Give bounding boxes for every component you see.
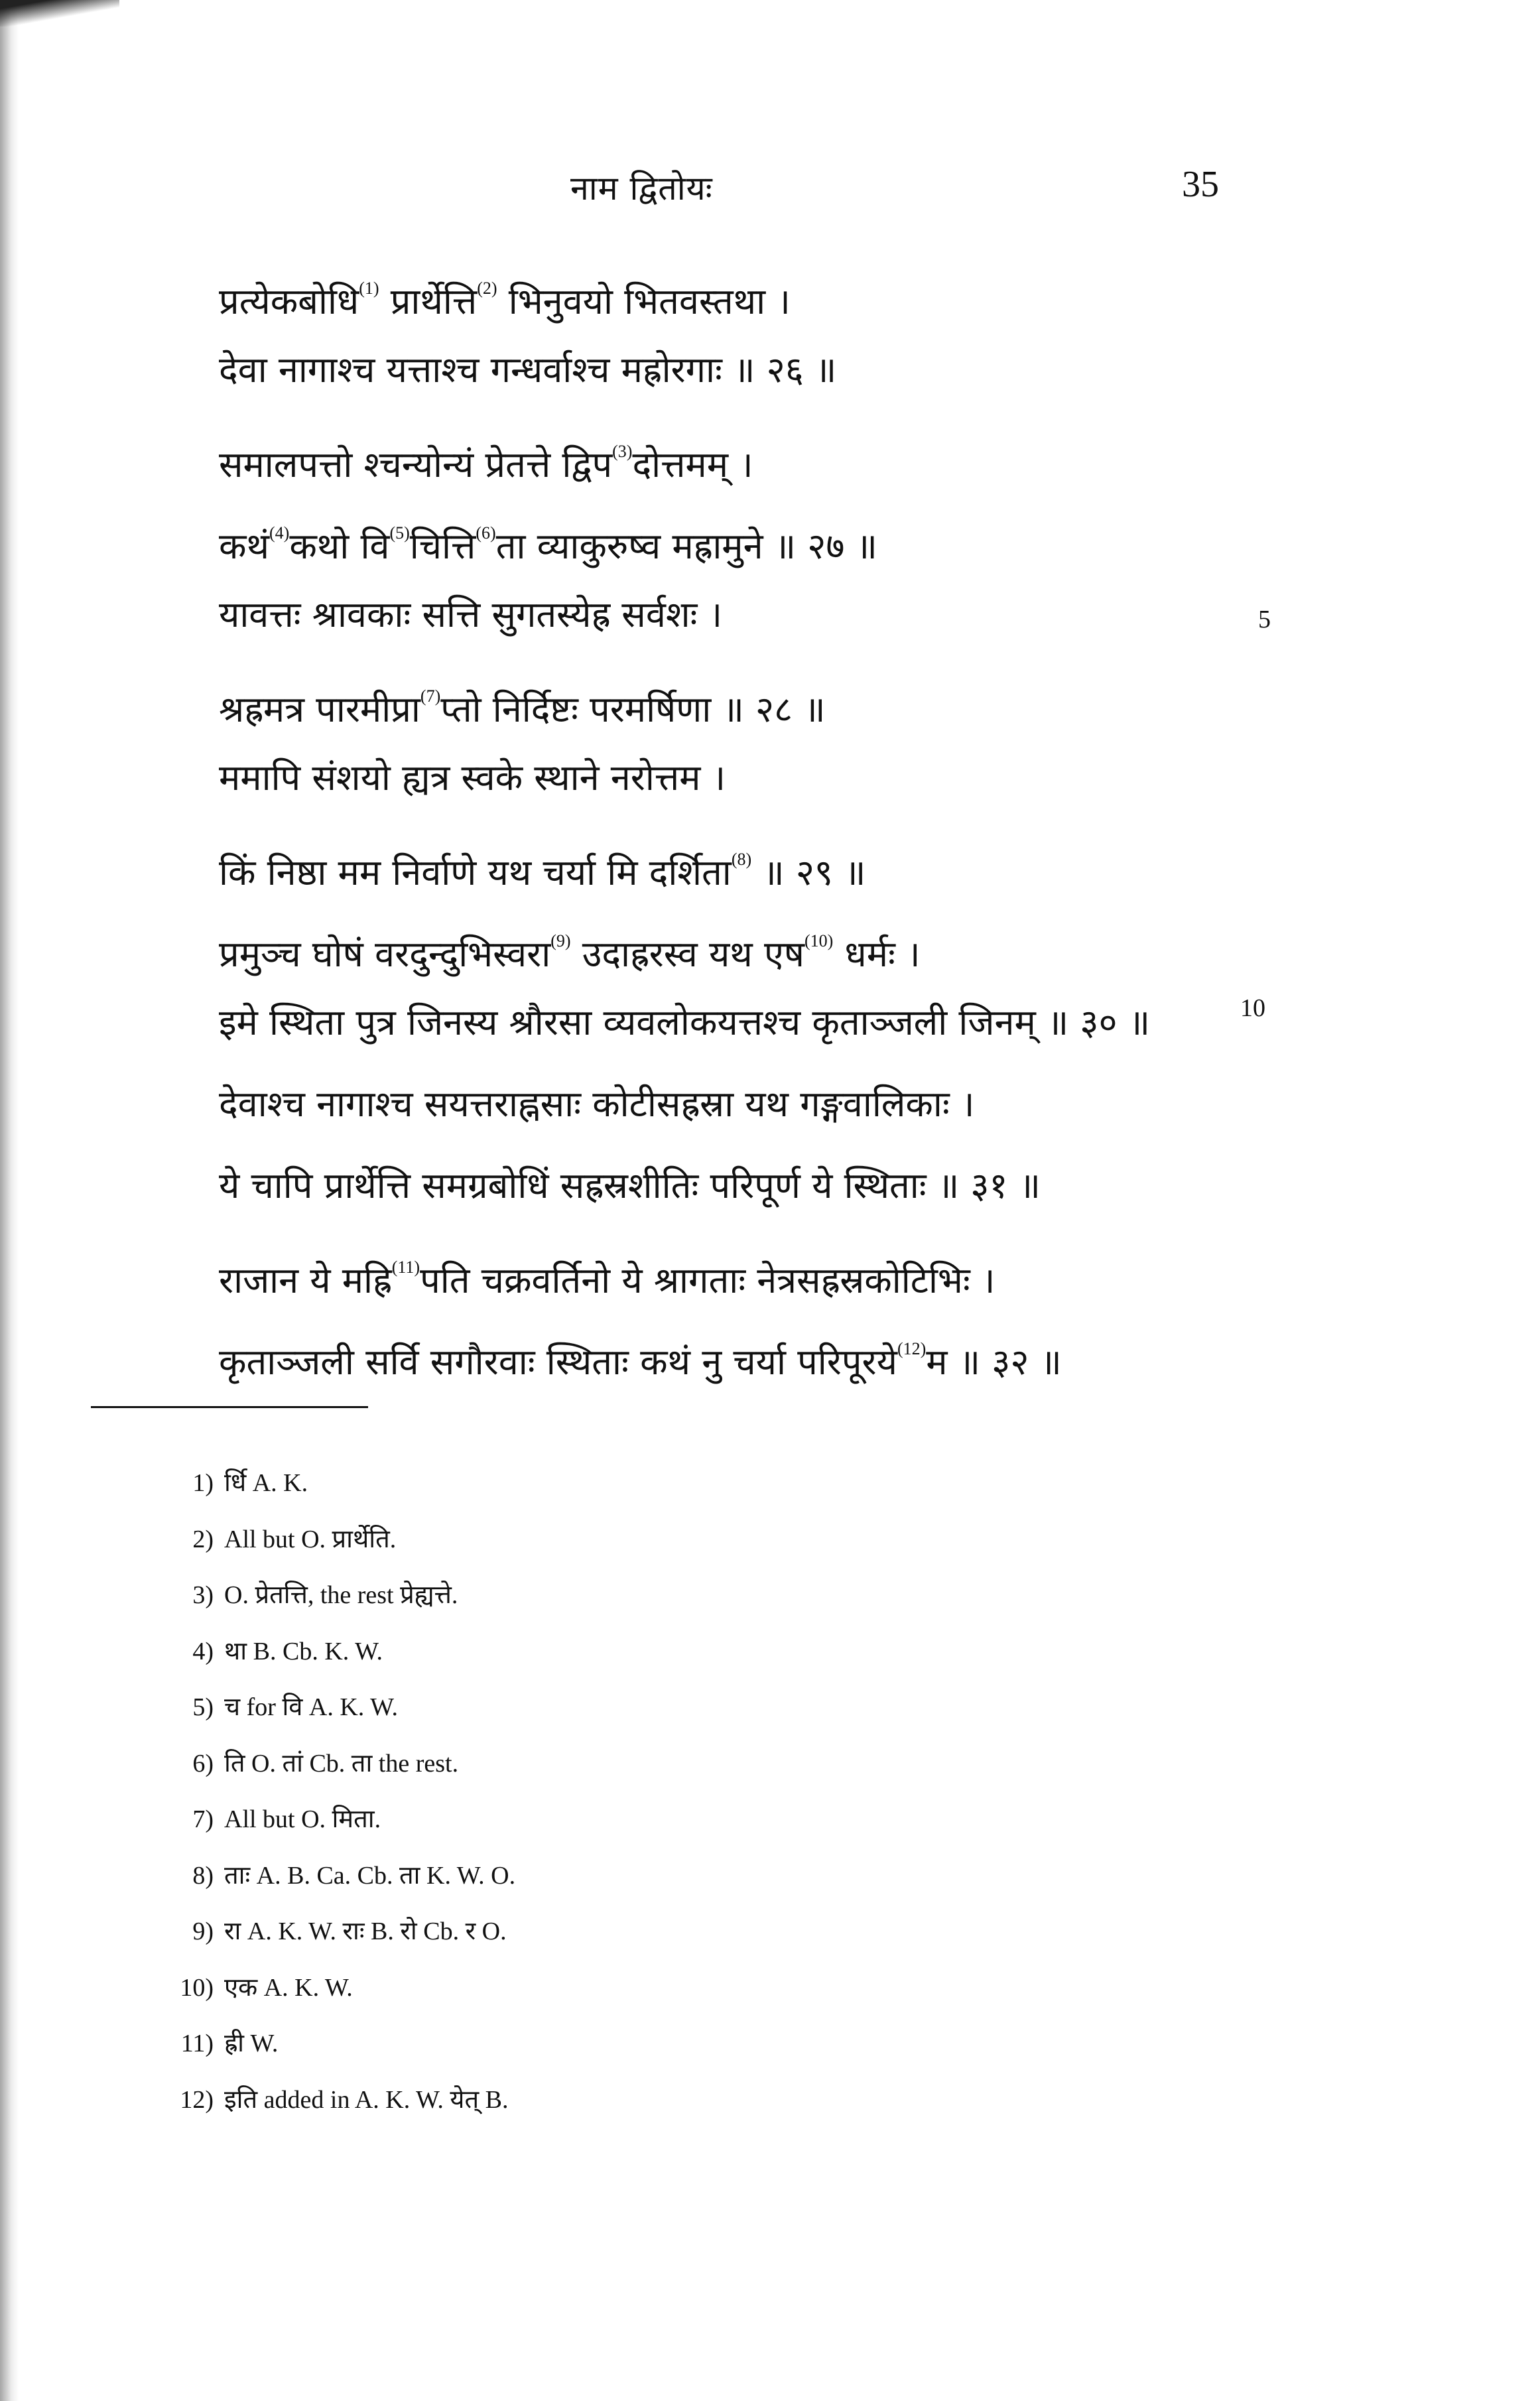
line-number-10: 10	[1240, 994, 1265, 1022]
running-head: नाम द्वितोयः	[570, 169, 713, 208]
footnote: 2) All but O. प्रार्थेति.	[192, 1525, 397, 1553]
footnote: 9) रा A. K. W. राः B. रो Cb. र O.	[192, 1917, 507, 1945]
footnote: 10) एक A. K. W.	[180, 1973, 353, 2002]
verse-block	[219, 262, 1313, 1404]
scan-edge-shadow	[0, 0, 19, 2401]
verse-line: ममापि संशयो ह्यत्र स्वके स्थाने नरोत्तम ।	[219, 757, 726, 799]
footnote: 5) च for वि A. K. W.	[192, 1693, 398, 1721]
footnotes-list	[180, 1462, 1175, 2135]
footnote-marker: (1)	[359, 279, 379, 298]
footnote-separator-rule	[91, 1406, 368, 1408]
verse-line: यावत्तः श्रावकाः सत्ति सुगतस्येह्र सर्वशः ।	[219, 594, 723, 635]
verse-line: देवा नागाश्च यत्ताश्च गन्धर्वाश्च मह्रोरगाः ॥ २६ ॥	[219, 349, 837, 391]
page-number: 35	[1182, 164, 1219, 205]
footnote-marker: (12)	[897, 1339, 927, 1358]
verse-line: समालपत्तो श्चन्योन्यं प्रेतत्ते द्विप$^{(3)}$दोत्तमम् ।	[219, 442, 753, 486]
line-number-5: 5	[1258, 606, 1271, 633]
verse-line: देवाश्च नागाश्च सयत्तराह्नसाः कोटीसह्रस्रा यथ गङ्गवालिकाः ।	[219, 1083, 975, 1125]
footnote: 8) ताः A. B. Ca. Cb. ता K. W. O.	[192, 1861, 516, 1890]
footnote-marker: (8)	[731, 850, 752, 869]
footnote: 12) इति added in A. K. W. येत् B.	[180, 2085, 509, 2114]
verse-line: कृताञ्जली सर्वि सगौरवाः स्थिताः कथं नु चर्या परिपूरये$^{(12)}$म ॥ ३२ ॥	[219, 1339, 1062, 1383]
footnote: 7) All but O. मिता.	[192, 1805, 381, 1833]
footnote-marker: (2)	[477, 279, 497, 298]
footnote-marker: (11)	[391, 1258, 420, 1277]
footnote: 6) ति O. तां Cb. ता the rest.	[192, 1749, 459, 1778]
verse-line: प्रत्येकबोधि$^{(1)}$ प्रार्थेत्ति$^{(2)}$ भिनुवयो भितवस्तथा ।	[219, 279, 791, 322]
footnote-marker: (9)	[550, 931, 571, 950]
footnote-marker: (7)	[420, 686, 441, 706]
footnote: 3) O. प्रेतत्ति, the rest प्रेह्यत्ते.	[192, 1581, 458, 1609]
verse-line: श्रह्रमत्र पारमीप्रा$^{(7)}$प्तो निर्दिष्टः परमर्षिणा ॥ २८ ॥	[219, 686, 826, 730]
scan-corner-mark	[0, 0, 119, 27]
footnote-marker: (6)	[476, 523, 496, 543]
footnote: 4) था B. Cb. K. W.	[192, 1637, 383, 1665]
footnote-marker: (3)	[612, 442, 633, 461]
footnote: 11) ह्री W.	[180, 2030, 279, 2057]
footnote-marker: (10)	[804, 931, 834, 950]
footnote: 1) र्धि A. K.	[192, 1469, 308, 1497]
verse-line: राजान ये मह्रि$^{(11)}$पति चक्रवर्तिनो ये श्रागताः नेत्रसह्रस्रकोटिभिः ।	[219, 1258, 995, 1301]
verse-line: कथं$^{(4)}$कथो वि$^{(5)}$चित्ति$^{(6)}$ता व्याकुरुष्व मह्रामुने ॥ २७ ॥	[219, 523, 877, 567]
verse-line: इमे स्थिता पुत्र जिनस्य श्रौरसा व्यवलोकयत्तश्च कृताञ्जली जिनम् ॥ ३० ॥	[219, 1002, 1151, 1043]
verse-line: किं निष्ठा मम निर्वाणे यथ चर्या मि दर्शिता$^{(8)}$ ॥ २९ ॥	[219, 850, 866, 893]
footnote-marker: (5)	[389, 523, 410, 543]
verse-line: ये चापि प्रार्थेत्ति समग्रबोधिं सह्रस्रशीतिः परिपूर्ण ये स्थिताः ॥ ३१ ॥	[219, 1165, 1041, 1206]
verse-line: प्रमुञ्च घोषं वरदुन्दुभिस्वरा$^{(9)}$ उदाह्ररस्व यथ एष$^{(10)}$ धर्मः ।	[219, 931, 921, 975]
footnote-marker: (4)	[269, 523, 290, 543]
